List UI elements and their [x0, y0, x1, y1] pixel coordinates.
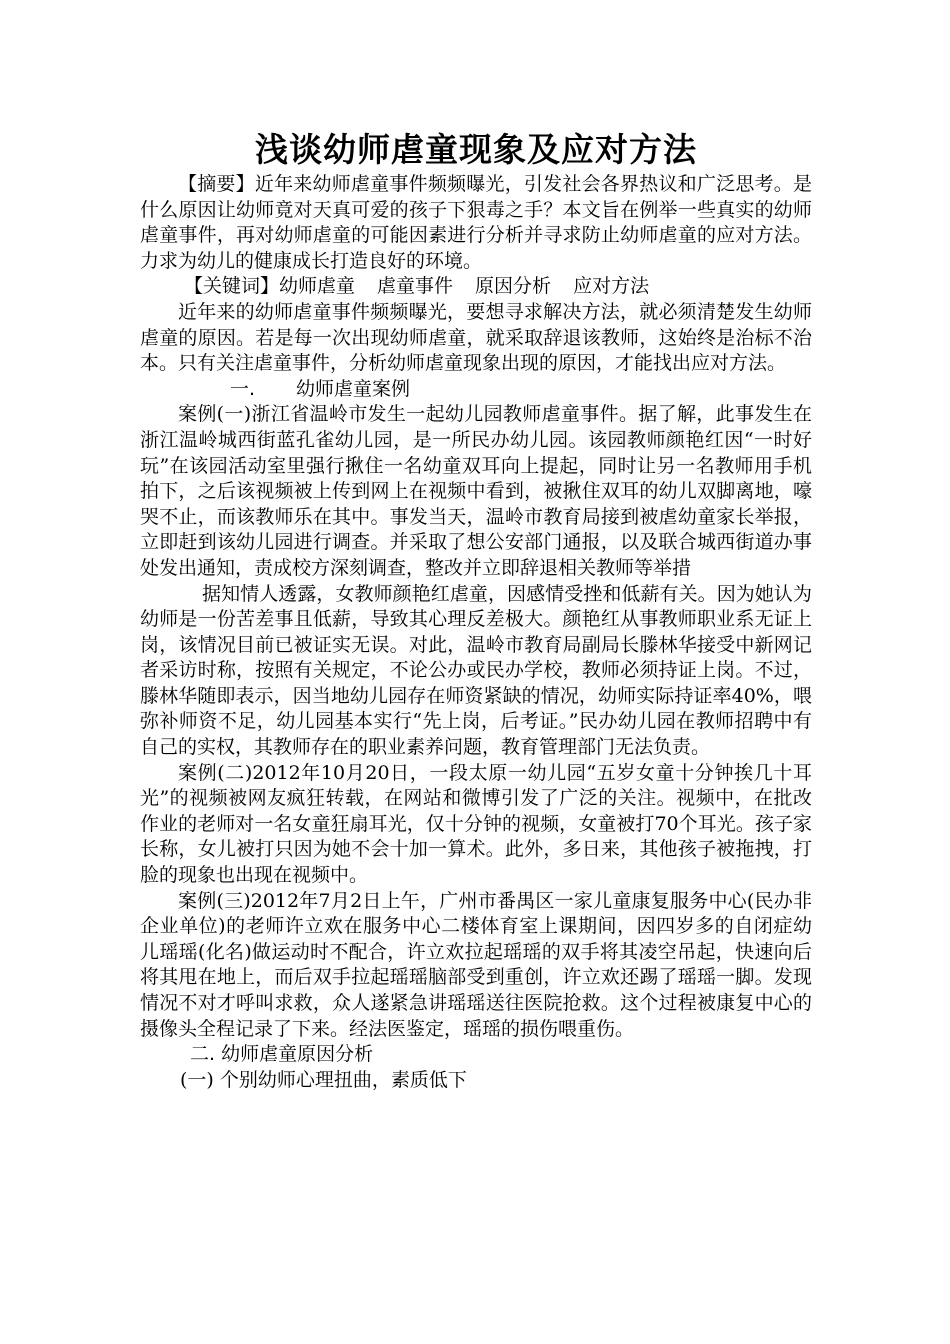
section-heading-2: 二. 幼师虐童原因分析 — [190, 1043, 374, 1066]
keyword-item: 虐童事件 — [377, 275, 454, 298]
keyword-item: 原因分析 — [475, 275, 552, 298]
case3-paragraph: 案例(三)2012年7月2日上午，广州市番禺区一家儿童康复服务中心(民办非企业单位)的老师许立欢在服务中心二楼体育室上课期间，因四岁多的自闭症幼儿瑶瑶(化名)做运动时不配合，许立欢拉起瑶瑶的双手将其凌空吊起，快速向后将其甩在地上，而后双手拉起瑶瑶脑部受到重创，许立欢还踢了瑶瑶一脚。发现情况不对才呼叫求救，众人遂紧急讲瑶瑶送往医院抢救。这个过程被康复中心的摄像头全程记录了下来。经法医鉴定，瑶瑶的损伤喂重伤。 — [140, 889, 812, 1040]
keywords-label: 【关键词】 — [184, 275, 280, 298]
subsection-heading: (一) 个别幼师心理扭曲，素质低下 — [180, 1068, 467, 1091]
section-heading-1 — [140, 377, 812, 403]
case1-paragraph: 案例(一)浙江省温岭市发生一起幼儿园教师虐童事件。据了解，此事发生在浙江温岭城西街蓝孔雀幼儿园，是一所民办幼儿园。该园教师颜艳红因“一时好玩”在该园活动室里强行揪住一名幼童双耳向上提起，同时让另一名教师用手机拍下，之后该视频被上传到网上在视频中看到，被揪住双耳的幼儿双脚离地，嚎哭不止，而该教师乐在其中。事发当天，温岭市教育局接到被虐幼童家长举报，立即赶到该幼儿园进行调查。并采取了想公安部门通报，以及联合城西街道办事处发出通知，责成校方深刻调查，整改并立即辞退相关教师等举措 — [140, 403, 812, 579]
abstract-text: 近年来幼师虐童事件频频曝光，引发社会各界热议和广泛思考。是什么原因让幼师竟对天真可爱的孩子下狠毒之手？本文旨在例举一些真实的幼师虐童事件，再对幼师虐童的可能因素进行分析并寻求防止幼师虐童的应对方法。力求为幼儿的健康成长打造良好的环境。 — [140, 173, 812, 272]
intro-paragraph: 近年来的幼师虐童事件频频曝光，要想寻求解决方法，就必须清楚发生幼师虐童的原因。若是每一次出现幼师虐童，就采取辞退该教师，这始终是治标不治本。只有关注虐童事件，分析幼师虐童现象出现的原因，才能找出应对方法。 — [140, 300, 812, 375]
keywords-line — [140, 274, 812, 300]
section-number: 一. — [230, 377, 256, 400]
document-title: 浅谈幼师虐童现象及应对方法 — [255, 130, 697, 169]
case2-paragraph: 案例(二)2012年10月20日，一段太原一幼儿园“五岁女童十分钟挨几十耳光”的视频被网友疯狂转载，在网站和微博引发了广泛的关注。视频中，在批改作业的老师对一名女童狂扇耳光，仅十分钟的视频，女童被打70个耳光。孩子家长称，女儿被打只因为她不会十加一算术。此外，多日来，其他孩子被拖拽，打脸的现象也出现在视频中。 — [140, 761, 812, 887]
keyword-item: 幼师虐童 — [279, 275, 356, 298]
document-page — [140, 128, 812, 1093]
abstract-label: 【摘要】 — [178, 173, 255, 195]
case1-followup-paragraph: 据知情人透露，女教师颜艳红虐童，因感情受挫和低薪有关。因为她认为幼师是一份苦差事且低薪，导致其心理反差极大。颜艳红从事教师职业系无证上岗，该情况目前已被证实无误。对此，温岭市教育局副局长滕林华接受中新网记者采访时称，按照有关规定，不论公办或民办学校，教师必须持证上岗。不过，滕林华随即表示，因当地幼儿园存在师资紧缺的情况，幼师实际持证率40%，喂弥补师资不足，幼儿园基本实行“先上岗，后考证。”民办幼儿园在教师招聘中有自己的实权，其教师存在的职业素养问题，教育管理部门无法负责。 — [140, 582, 812, 759]
abstract-paragraph — [140, 172, 812, 274]
keyword-item: 应对方法 — [573, 275, 650, 298]
section-title: 幼师虐童案例 — [296, 377, 411, 400]
